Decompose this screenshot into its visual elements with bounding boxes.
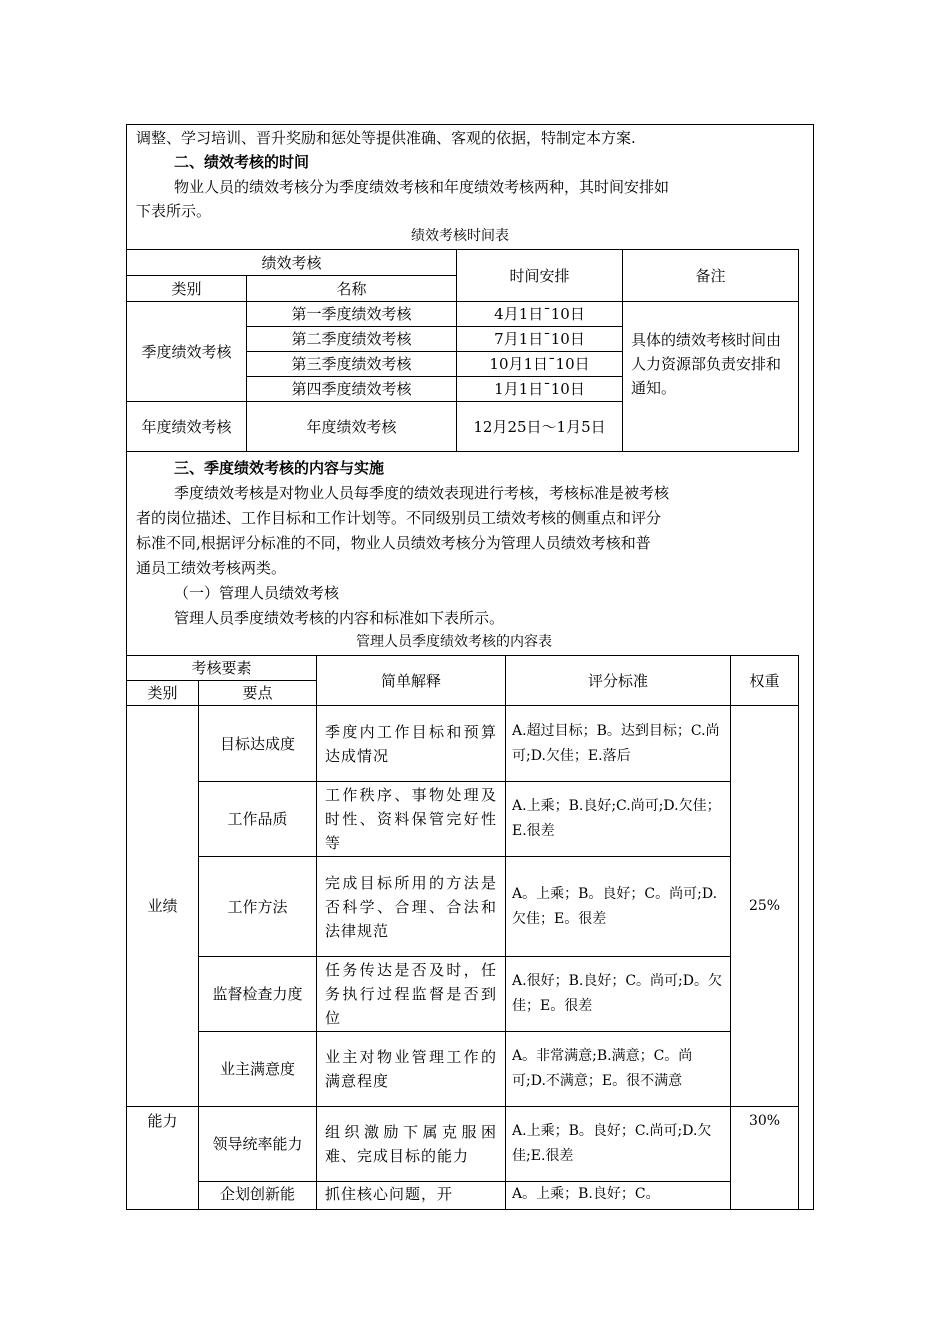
section3-heading: 三、季度绩效考核的内容与实施: [174, 459, 385, 477]
table2-caption: 管理人员季度绩效考核的内容表: [356, 634, 552, 650]
header-time: 时间安排: [457, 250, 623, 302]
subsection1-heading: （一）管理人员绩效考核: [174, 584, 340, 602]
category-performance: 业绩: [127, 706, 199, 1107]
assessment-point: 业主满意度: [199, 1032, 317, 1107]
schedule-time: 4月1日¯10日: [457, 302, 623, 327]
schedule-time: 1月1日¯10日: [457, 377, 623, 402]
schedule-table: [126, 249, 799, 452]
assessment-explain: 抓住核心问题，开: [317, 1182, 506, 1210]
assessment-explain: 工作秩序、事物处理及时性、资料保管完好性等: [317, 782, 506, 857]
category-ability: 能力: [127, 1107, 199, 1210]
quarter-category: 季度绩效考核: [127, 302, 247, 402]
annual-category: 年度绩效考核: [127, 402, 247, 452]
assessment-standard: A。非常满意;B.满意；C。尚可;D.不满意；E。很不满意: [506, 1032, 731, 1107]
schedule-time: 10月1日¯10日: [457, 352, 623, 377]
section3-para-line: 通员工绩效考核两类。: [136, 559, 287, 577]
assessment-explain: 业主对物业管理工作的满意程度: [317, 1032, 506, 1107]
assessment-standard: A。上乘；B。良好；C。尚可;D.欠佳；E。很差: [506, 857, 731, 957]
section2-para-line2: 下表所示。: [136, 202, 212, 220]
section2-heading: 二、绩效考核的时间: [174, 153, 310, 171]
schedule-name: 第一季度绩效考核: [247, 302, 457, 327]
weight-ability: 30%: [731, 1107, 799, 1210]
assessment-point: 领导统率能力: [199, 1107, 317, 1182]
section3-para-line: 者的岗位描述、工作目标和工作计划等。不同级别员工绩效考核的侧重点和评分: [136, 509, 662, 527]
header-group: 考核要素: [127, 656, 317, 681]
assessment-point: 目标达成度: [199, 706, 317, 782]
header-standard: 评分标准: [506, 656, 731, 706]
annual-time: 12月25日～1月5日: [457, 402, 623, 452]
schedule-name: 第四季度绩效考核: [247, 377, 457, 402]
assessment-standard: A.很好；B.良好；C。尚可;D。欠佳；E。很差: [506, 957, 731, 1032]
assessment-explain: 任务传达是否及时，任务执行过程监督是否到位: [317, 957, 506, 1032]
header-point: 要点: [199, 681, 317, 706]
intro-line: 调整、学习培训、晋升奖励和惩处等提供准确、客观的依据，特制定本方案.: [136, 129, 636, 147]
header-category: 类别: [127, 276, 247, 302]
table1-caption: 绩效考核时间表: [411, 228, 509, 244]
header-explain: 简单解释: [317, 656, 506, 706]
management-assessment-table: [126, 655, 799, 1210]
assessment-standard: A.上乘；B.良好;C.尚可;D.欠佳；E.很差: [506, 782, 731, 857]
header-weight: 权重: [731, 656, 799, 706]
assessment-standard: A.超过目标；B。达到目标；C.尚可;D.欠佳；E.落后: [506, 706, 731, 782]
schedule-note: 具体的绩效考核时间由人力资源部负责安排和通知。: [623, 302, 799, 452]
section3-para-line: 标准不同,根据评分标准的不同，物业人员绩效考核分为管理人员绩效考核和普: [136, 534, 651, 552]
assessment-explain: 季度内工作目标和预算达成情况: [317, 706, 506, 782]
section3-para-line: 季度绩效考核是对物业人员每季度的绩效表现进行考核，考核标准是被考核: [174, 484, 670, 502]
header-group: 绩效考核: [127, 250, 457, 276]
header-name: 名称: [247, 276, 457, 302]
annual-name: 年度绩效考核: [247, 402, 457, 452]
assessment-point: 工作方法: [199, 857, 317, 957]
assessment-point: 工作品质: [199, 782, 317, 857]
assessment-explain: 组织激励下属克服困难、完成目标的能力: [317, 1107, 506, 1182]
assessment-point: 监督检查力度: [199, 957, 317, 1032]
schedule-name: 第三季度绩效考核: [247, 352, 457, 377]
header-note: 备注: [623, 250, 799, 302]
header-category: 类别: [127, 681, 199, 706]
weight-performance: 25%: [731, 706, 799, 1107]
assessment-standard: A.上乘；B。良好；C.尚可;D.欠佳;E.很差: [506, 1107, 731, 1182]
assessment-explain: 完成目标所用的方法是否科学、合理、合法和法律规范: [317, 857, 506, 957]
assessment-standard: A。上乘；B.良好；C。: [506, 1182, 731, 1210]
schedule-time: 7月1日¯10日: [457, 327, 623, 352]
subsection1-para: 管理人员季度绩效考核的内容和标准如下表所示。: [174, 609, 505, 627]
schedule-name: 第二季度绩效考核: [247, 327, 457, 352]
assessment-point: 企划创新能: [199, 1182, 317, 1210]
section2-para-line1: 物业人员的绩效考核分为季度绩效考核和年度绩效考核两种，其时间安排如: [174, 178, 670, 196]
